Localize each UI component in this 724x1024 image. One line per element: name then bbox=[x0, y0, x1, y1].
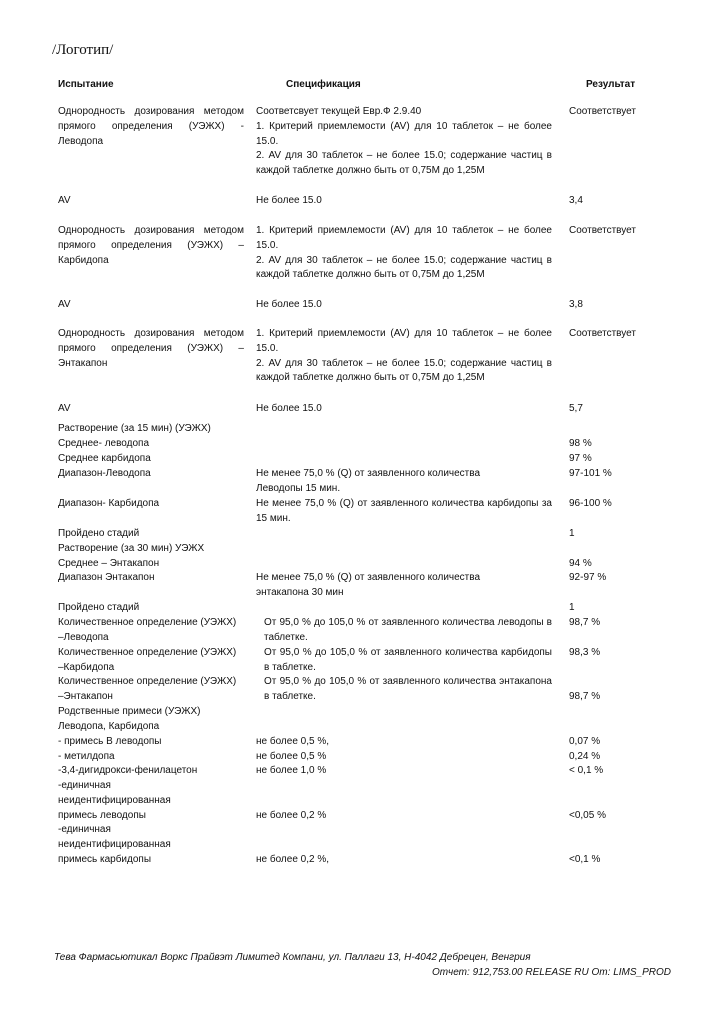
test-name: Среднее – Энтакапон bbox=[58, 558, 160, 569]
spec-text: 1. Критерий приемлемости (AV) для 10 таблеток – не более 15.0. 2. AV для 30 таблеток – не более 15.0; содержание частиц в каждой таблетке должно быть от 0,75М до 1,25М bbox=[256, 225, 552, 281]
spec-text: не более 0,2 %, bbox=[256, 853, 330, 865]
test-name: AV bbox=[58, 299, 71, 310]
test-name: Однородность дозирования методом прямого определения (УЭЖХ) - Леводопа bbox=[58, 106, 244, 147]
spec-text: Не менее 75,0 % (Q) от заявленного количества энтакапона 30 мин bbox=[256, 572, 481, 598]
test-name: Количественное определение (УЭЖХ) –Энтакапон bbox=[58, 676, 237, 702]
test-name: Диапазон Энтакапон bbox=[58, 572, 155, 583]
spec-text: Не менее 75,0 % (Q) от заявленного количества карбидопы за 15 мин. bbox=[256, 498, 552, 524]
test-name: Пройдено стадий bbox=[58, 528, 140, 539]
test-name: Леводопа, Карбидопа bbox=[58, 721, 160, 732]
test-name: Количественное определение (УЭЖХ) –Карбидопа bbox=[58, 647, 237, 673]
footer-company: Тева Фармасьютикал Воркс Прайвэт Лимитед Компани, ул. Паллаги 13, H-4042 Дебрецен, Венгрия bbox=[54, 952, 531, 963]
spec-text: не более 0,2 % bbox=[256, 809, 327, 821]
spec-text: Не более 15.0 bbox=[256, 403, 322, 414]
test-name: -единичная неидентифицированная примесь карбидопы bbox=[58, 824, 171, 865]
result-value: 98,7 % bbox=[569, 690, 601, 702]
result-value: 0,24 % bbox=[569, 751, 601, 762]
logo-placeholder: /Логотип/ bbox=[52, 42, 114, 58]
result-value: 97-101 % bbox=[569, 468, 612, 479]
spec-text: не более 1,0 % bbox=[256, 765, 327, 776]
test-name: Растворение (за 30 мин) УЭЖХ bbox=[58, 543, 205, 554]
header-result: Результат bbox=[586, 79, 636, 90]
result-value: 94 % bbox=[569, 558, 592, 569]
result-value: 98,7 % bbox=[569, 617, 601, 628]
test-name: Однородность дозирования методом прямого определения (УЭЖХ) – Энтакапон bbox=[58, 328, 244, 369]
result-value: 98,3 % bbox=[569, 647, 601, 658]
test-name: - примесь В леводопы bbox=[58, 736, 162, 747]
spec-text: 1. Критерий приемлемости (AV) для 10 таблеток – не более 15.0. 2. AV для 30 таблеток – не более 15.0; содержание частиц в каждой таблетке должно быть от 0,75М до 1,25М bbox=[256, 328, 552, 384]
test-name: Среднее карбидопа bbox=[58, 453, 151, 464]
test-name: Пройдено стадий bbox=[58, 602, 140, 613]
result-value: 3,8 bbox=[569, 299, 583, 310]
header-spec: Спецификация bbox=[286, 79, 361, 90]
result-value: 3,4 bbox=[569, 195, 583, 206]
result-value: 96-100 % bbox=[569, 498, 612, 509]
spec-text: Не менее 75,0 % (Q) от заявленного количества Леводопы 15 мин. bbox=[256, 468, 481, 494]
result-value: 97 % bbox=[569, 453, 592, 464]
spec-text: От 95,0 % до 105,0 % от заявленного количества карбидопы в таблетке. bbox=[264, 647, 552, 673]
result-value: 92-97 % bbox=[569, 572, 607, 583]
spec-text: Соответсвует текущей Евр.Ф 2.9.40 1. Критерий приемлемости (AV) для 10 таблеток – не более 15.0. 2. AV для 30 таблеток – не более 15.0; содержание частиц в каждой таблетке должно быть от 0,75М до 1,25М bbox=[256, 106, 552, 177]
spec-text: От 95,0 % до 105,0 % от заявленного количества леводопы в таблетке. bbox=[264, 617, 552, 643]
result-value: < 0,1 % bbox=[569, 765, 604, 776]
spec-text: не более 0,5 % bbox=[256, 751, 327, 762]
test-name: -единичная неидентифицированная примесь леводопы bbox=[58, 780, 171, 821]
test-name: Однородность дозирования методом прямого определения (УЭЖХ) – Карбидопа bbox=[58, 225, 244, 266]
test-name: -3,4-дигидрокси-фенилацетон bbox=[58, 765, 198, 776]
spec-text: От 95,0 % до 105,0 % от заявленного количества энтакапона в таблетке. bbox=[264, 676, 552, 702]
result-value: 0,07 % bbox=[569, 736, 601, 747]
test-name: Количественное определение (УЭЖХ) –Леводопа bbox=[58, 617, 237, 643]
test-name: Диапазон- Карбидопа bbox=[58, 498, 160, 509]
header-test: Испытание bbox=[58, 79, 114, 90]
result-value: Соответствует bbox=[569, 225, 636, 236]
result-value: <0,1 % bbox=[569, 853, 601, 865]
result-value: 98 % bbox=[569, 438, 592, 449]
result-value: Соответствует bbox=[569, 328, 636, 339]
result-value: 1 bbox=[569, 528, 575, 539]
result-value: 5,7 bbox=[569, 403, 583, 414]
result-value: Соответствует bbox=[569, 106, 636, 117]
test-name: - метилдопа bbox=[58, 751, 115, 762]
test-name: Диапазон-Леводопа bbox=[58, 468, 151, 479]
test-name: AV bbox=[58, 195, 71, 206]
spec-text: не более 0,5 %, bbox=[256, 736, 330, 747]
spec-text: Не более 15.0 bbox=[256, 299, 322, 310]
footer-report: Отчет: 912,753.00 RELEASE RU От: LIMS_PROD bbox=[431, 967, 671, 978]
test-name: Среднее- леводопа bbox=[58, 438, 150, 449]
test-name: Родственные примеси (УЭЖХ) bbox=[58, 706, 201, 717]
result-value: 1 bbox=[569, 602, 575, 613]
result-value: <0,05 % bbox=[569, 809, 606, 821]
test-name: Растворение (за 15 мин) (УЭЖХ) bbox=[58, 423, 211, 434]
test-name: AV bbox=[58, 403, 71, 414]
spec-text: Не более 15.0 bbox=[256, 195, 322, 206]
